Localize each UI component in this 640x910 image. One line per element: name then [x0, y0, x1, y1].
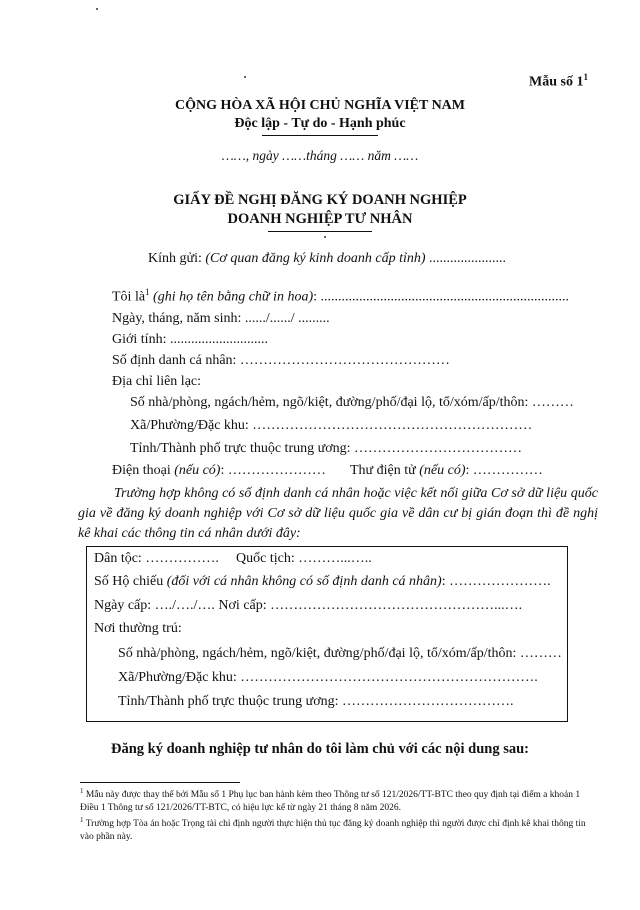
- instruction-note: Trường hợp không có số định danh cá nhân hoặc việc kết nối giữa Cơ sở dữ liệu quốc gia về đăng ký doanh nghiệp với Cơ sở dữ liệu quốc gia về dân cư bị gián đoạn thì đề nghị kê khai các thông tin cá nhân dưới đây:: [78, 486, 598, 541]
- issue-field[interactable]: Ngày cấp: …./…./…. Nơi cấp: …………………………………………...….: [94, 598, 523, 613]
- footnote: $^1$ Trường hợp Tòa án hoặc Trọng tài chỉ định người thực hiện thủ tục đăng ký doanh nghiệp thì người được chỉ định kê khai thông tin vào phần này.: [80, 816, 586, 842]
- residence-province-field[interactable]: Tỉnh/Thành phố trực thuộc trung ương: ……………………………….: [118, 694, 514, 709]
- scan-speck: [96, 8, 98, 10]
- recipient-line: Kính gửi: (Cơ quan đăng ký kinh doanh cấp tỉnh) ......................: [148, 251, 507, 266]
- residence-house-field[interactable]: Số nhà/phòng, ngách/hẻm, ngõ/kiệt, đường/phố/đại lộ, tổ/xóm/ấp/thôn: ………: [118, 646, 562, 661]
- footnotes: [80, 785, 600, 843]
- closing-statement: Đăng ký doanh nghiệp tư nhân do tôi làm chủ với các nội dung sau:: [110, 741, 529, 757]
- address-label: Địa chỉ liên lạc:: [112, 374, 202, 389]
- dob-field[interactable]: Ngày, tháng, năm sinh: ....../....../ .........: [112, 311, 330, 326]
- gender-field[interactable]: Giới tính: ............................: [112, 332, 268, 347]
- province-field[interactable]: Tỉnh/Thành phố trực thuộc trung ương: ………………………………: [130, 441, 522, 456]
- form-number: Mẫu số $1^1$: [529, 72, 588, 90]
- nationality-field[interactable]: Quốc tịch: ………...…..: [236, 551, 372, 566]
- title-underline: [268, 231, 372, 232]
- ethnicity-field[interactable]: Dân tộc: …………….: [94, 551, 219, 566]
- footnote: $^1$ Mẫu này được thay thế bởi Mẫu số 1 Phụ lục ban hành kèm theo Thông tư số 121/2026/TT-BTC theo quy định tại điểm a khoản 1 Điều 1 Thông tư số 121/2026/TT-BTC, có hiệu lực kể từ ngày 21 tháng 8 năm 2026.: [80, 787, 581, 813]
- motto: Độc lập - Tự do - Hạnh phúc: [234, 116, 406, 131]
- id-number-field[interactable]: Số định danh cá nhân: ………………………………………: [112, 353, 450, 368]
- name-field[interactable]: Tôi $là^1$ (ghi họ tên bằng chữ in hoa): .......................................................................: [112, 287, 569, 305]
- scan-speck: [244, 76, 246, 78]
- scan-speck: [324, 236, 326, 238]
- date-line: ……, ngày ……tháng …… năm ……: [221, 148, 419, 163]
- residence-ward-field[interactable]: Xã/Phường/Đặc khu: ……………………………………………………….: [118, 670, 538, 685]
- passport-field[interactable]: Số Hộ chiếu (đối với cá nhân không có số định danh cá nhân): ………………….: [94, 574, 551, 589]
- ward-field[interactable]: Xã/Phường/Đặc khu: ……………………………………………………: [130, 418, 533, 433]
- motto-underline: [262, 135, 378, 136]
- footnote-divider: [80, 782, 240, 783]
- document-title: GIẤY ĐỀ NGHỊ ĐĂNG KÝ DOANH NGHIỆP: [173, 192, 467, 208]
- country-heading: CỘNG HÒA XÃ HỘI CHỦ NGHĨA VIỆT NAM: [174, 98, 465, 113]
- email-field[interactable]: Thư điện tử (nếu có): ……………: [350, 463, 543, 478]
- house-field[interactable]: Số nhà/phòng, ngách/hẻm, ngõ/kiệt, đường/phố/đại lộ, tổ/xóm/ấp/thôn: ………: [130, 395, 574, 410]
- document-subtitle: DOANH NGHIỆP TƯ NHÂN: [227, 211, 413, 227]
- phone-field[interactable]: Điện thoại (nếu có): …………………: [112, 463, 326, 478]
- residence-label: Nơi thường trú:: [94, 621, 182, 636]
